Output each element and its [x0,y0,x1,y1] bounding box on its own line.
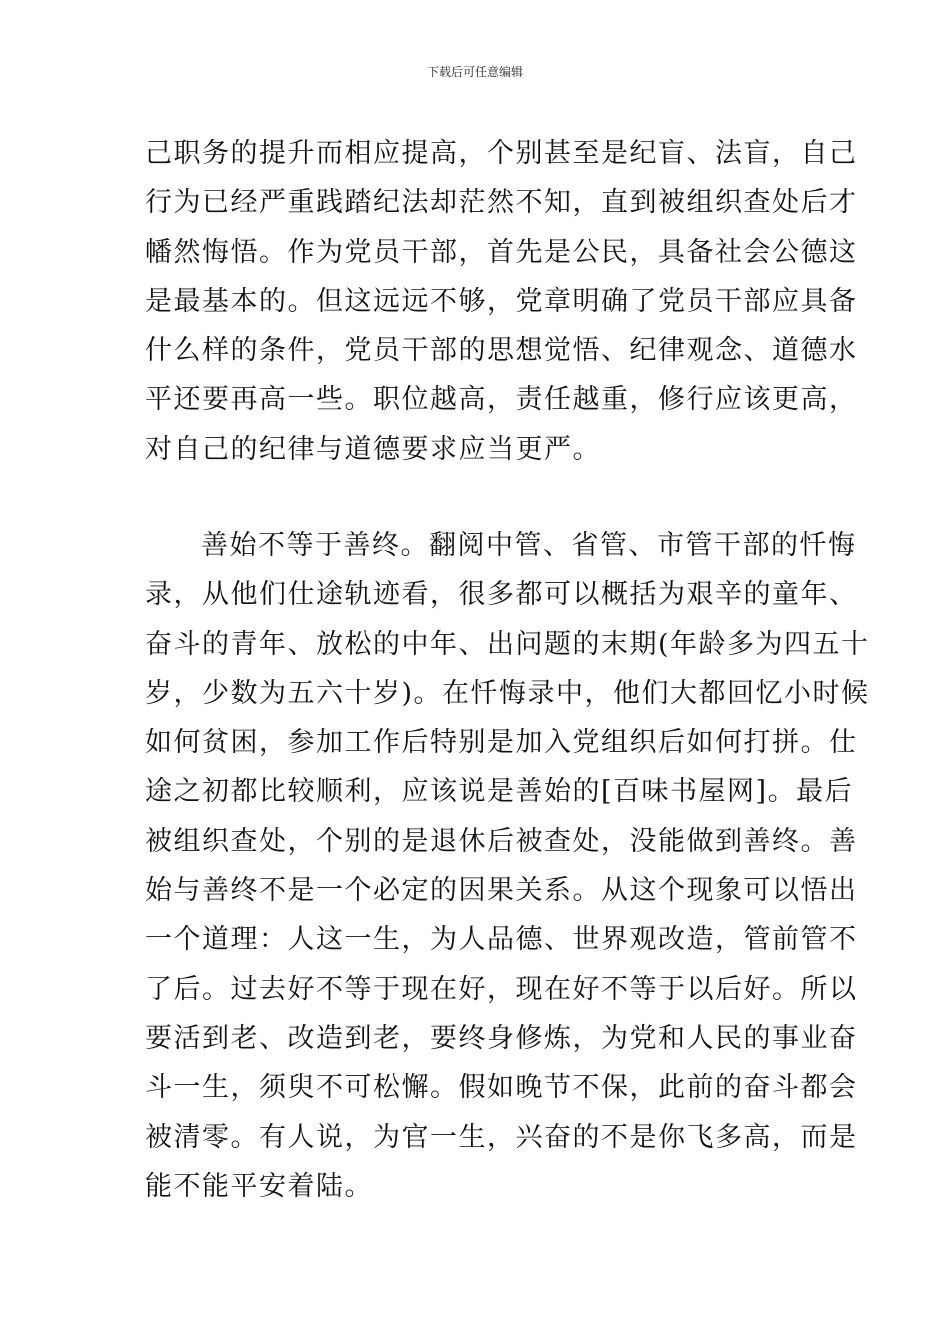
paragraph-continuation [145,129,858,474]
text-line: 被清零。有人说，为官一生，兴奋的不是你飞多高，而是 [145,1121,858,1153]
text-line: 斗一生，须臾不可松懈。假如晚节不保，此前的奋斗都会 [145,1072,858,1104]
text-line: 录，从他们仕途轨迹看，很多都可以概括为艰辛的童年、 [145,579,858,611]
text-line: 什么样的条件，党员干部的思想觉悟、纪律观念、道德水 [145,335,858,367]
text-line: 途之初都比较顺利，应该说是善始的[百味书屋网]。最后 [145,776,854,808]
text-line: 己职务的提升而相应提高，个别甚至是纪盲、法盲，自己 [145,138,858,169]
text-line: 如何贫困，参加工作后特别是加入党组织后如何打拼。仕 [145,727,858,759]
text-line-indented: 善始不等于善终。翻阅中管、省管、市管干部的忏悔 [201,530,857,561]
text-line: 平还要再高一些。职位越高，责任越重，修行应该更高， [145,384,858,416]
text-line: 一个道理：人这一生，为人品德、世界观改造，管前管不 [145,924,858,956]
text-line: 是最基本的。但这远远不够，党章明确了党员干部应具备 [145,285,858,317]
text-line: 始与善终不是一个必定的因果关系。从这个现象可以悟出 [145,875,858,907]
paragraph-good-start-good-end [145,521,870,1211]
text-line: 对自己的纪律与道德要求应当更严。 [145,433,601,465]
text-line: 岁，少数为五六十岁)。在忏悔录中，他们大都回忆小时候 [145,677,870,709]
text-line: 幡然悔悟。作为党员干部，首先是公民，具备社会公德这 [145,236,858,268]
text-line: 了后。过去好不等于现在好，现在好不等于以后好。所以 [145,973,858,1005]
text-line: 要活到老、改造到老，要终身修炼，为党和人民的事业奋 [145,1022,858,1054]
text-line: 奋斗的青年、放松的中年、出问题的末期(年龄多为四五十 [145,628,870,660]
text-line: 被组织查处，个别的是退休后被查处，没能做到善终。善 [145,825,858,857]
text-line: 行为已经严重践踏纪法却茫然不知，直到被组织查处后才 [145,187,858,219]
text-line: 能不能平安着陆。 [145,1170,373,1202]
page-header: 下载后可任意编辑 [426,65,523,79]
